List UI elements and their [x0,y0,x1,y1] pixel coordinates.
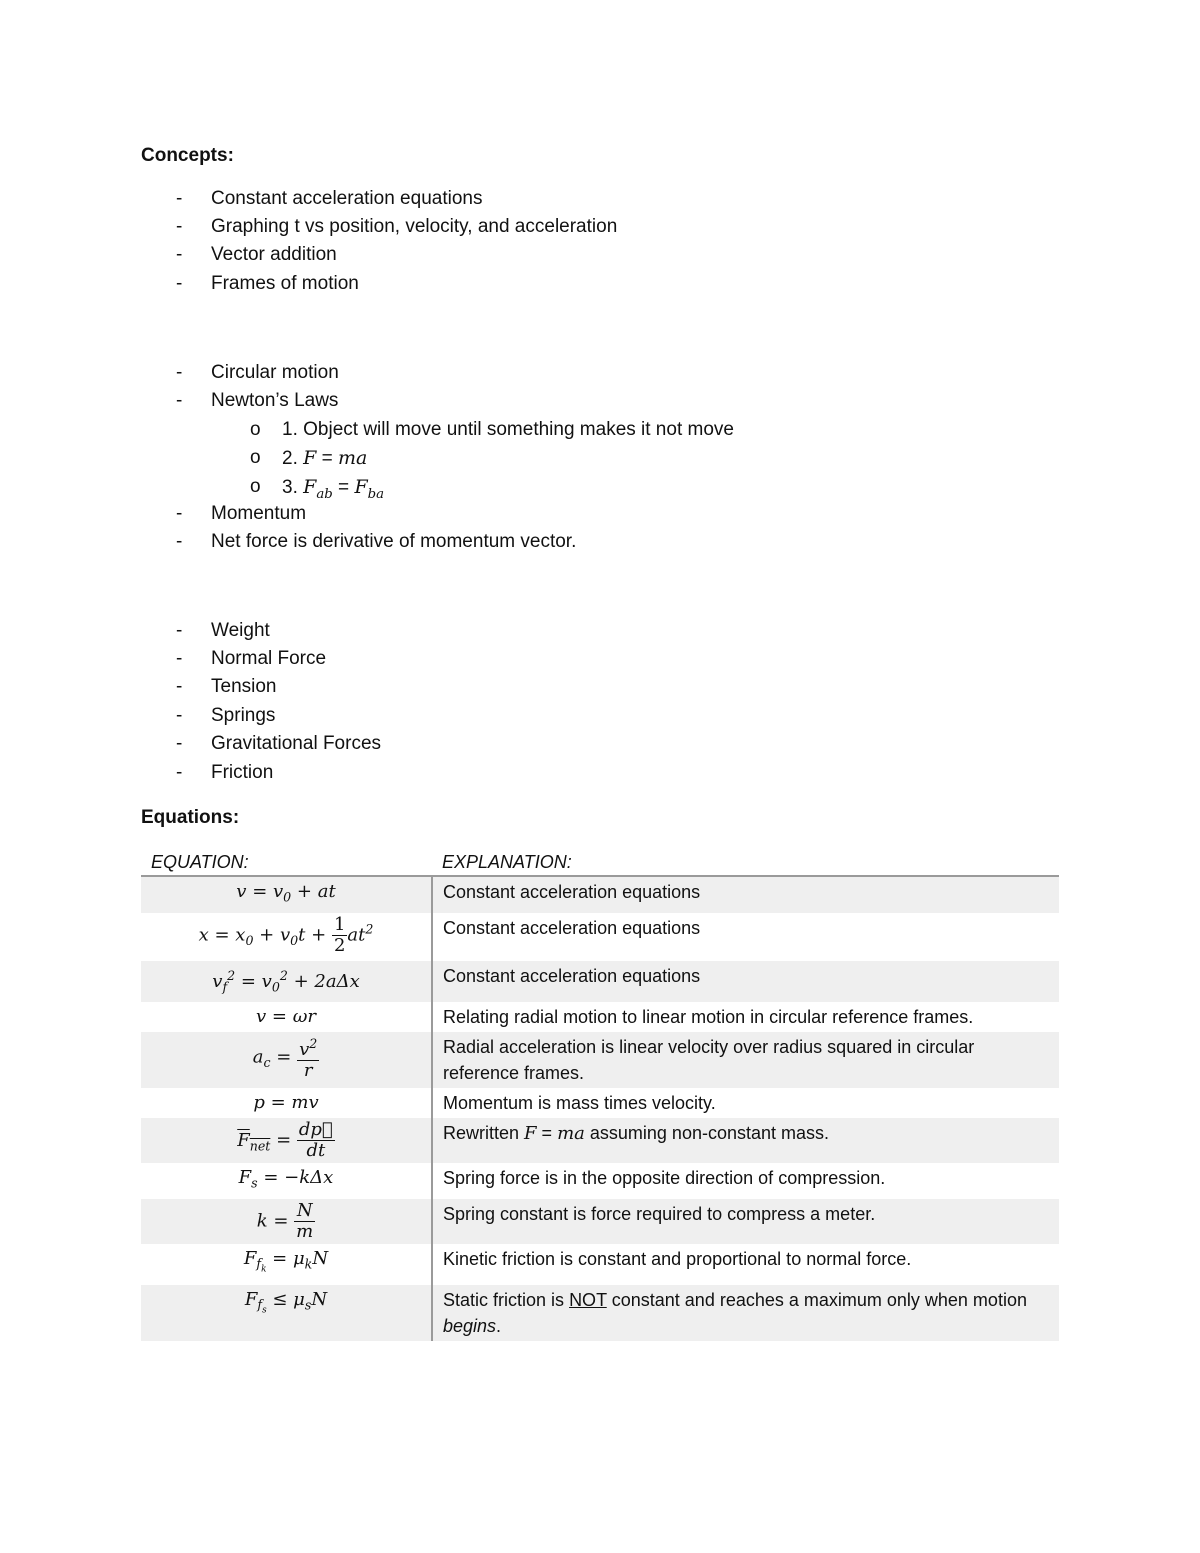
equation-cell: $x = x_0 + v_0t$ + $\frac{1}{2}$ $at^2$ [141,913,432,961]
explanation-cell: Constant acceleration equations [432,876,1059,913]
explanation-cell: Constant acceleration equations [443,917,701,938]
table-row [141,1002,1059,1032]
table-row [141,876,1059,913]
equation-cell: p = mv [141,1088,432,1118]
equation-cell: $a_c$ = $\frac{v^2}{r}$ [141,1032,432,1088]
explanation-cell: Relating radial motion to linear motion in circular reference frames. [443,1007,974,1028]
explanation-cell: Radial acceleration is linear velocity over radius squared in circular reference frames. [432,1032,1059,1088]
equations-table [141,848,1059,1341]
table-row [141,1163,1059,1199]
explanation-cell: Rewritten F = ma assuming non-constant mass. [432,1118,1059,1163]
table-row [141,1199,1059,1244]
explanation-cell: Constant acceleration equations [432,961,1059,1003]
table-row [141,1118,1059,1163]
concepts-heading: Concepts: [141,145,234,166]
equation-cell: $v = v_0$ + at [141,876,432,913]
explanation-cell: Spring force is in the opposite direction of compression. [443,1168,886,1189]
column-header-explanation: EXPLANATION: [432,848,1059,876]
equation-cell: $F_{f_s} \le \mu_sN$ [141,1285,432,1341]
explanation-cell: Spring constant is force required to compress a meter. [432,1199,1059,1244]
table-row [141,1285,1059,1341]
equations-heading: Equations: [141,807,240,828]
column-header-equation: EQUATION: [141,848,432,876]
table-row [141,961,1059,1003]
table-row [141,1088,1059,1118]
equation-cell: $F_{net}$ = $\frac{dp⃗}{dt}$ [141,1118,432,1163]
table-row [141,1032,1059,1088]
equation-cell: $F_{f_k} = \mu_kN$ [141,1244,432,1285]
equation-cell: $F_s = -k\Delta x$ [141,1163,432,1199]
table-row [141,1244,1059,1285]
document-page: Concepts: - Constant acceleration equations - Graphing t vs position, velocity, and acceleration - Vector addition - Frames of motion - Circular motion - Newton’s Laws o 1. Object will move until something makes it not move o 2. F = ma o 3. $F_{ab} = F_{ba}$ - Momentum - Net force is derivative of momentum vector. - Weight - Normal Force - Tension - Springs - Gravitational Forces - Friction Equations: EQUATION: EXPLANATION: $v = v_0$ + at Constant acceleration equations $x = x_0 + v_0t$ + $\frac{1}{2}$ $at^2$ Constant acceleration equations $v_f^2 = v_0^2 + 2a\Delta x$ Constant acceleration equations v = ωr Relating radial motion to linear motion in circular reference frames. $a_c$ = $\frac{v^2}{r}$ Radial acceleration is linear velocity over radius squared in circular reference frames. p = mv Momentum is mass times velocity. $F_{net}$ = $\frac{dp⃗}{dt}$ Rewritten F = ma assuming non-constant mass. $F_s = -k\Delta x$ Spring force is in the opposite direction of compression. k = $\frac{N}{m}$ Spring constant is force required to compress a meter. $F_{f_k} = \mu_kN$ Kinetic friction is constant and proportional to normal force. $F_{f_s} \le \mu_sN$ Static friction is NOT constant and reaches a maximum only when motion begins. [0,0,1200,1553]
equation-cell: $v_f^2 = v_0^2 + 2a\Delta x$ [141,961,432,1003]
equation-cell: k = $\frac{N}{m}$ [141,1199,432,1244]
explanation-cell: Momentum is mass times velocity. [443,1093,716,1114]
explanation-cell: Kinetic friction is constant and proportional to normal force. [443,1248,912,1269]
table-row [141,913,1059,961]
explanation-cell: Static friction is NOT constant and reaches a maximum only when motion begins. [432,1285,1059,1341]
equation-cell: v = ωr [141,1002,432,1032]
